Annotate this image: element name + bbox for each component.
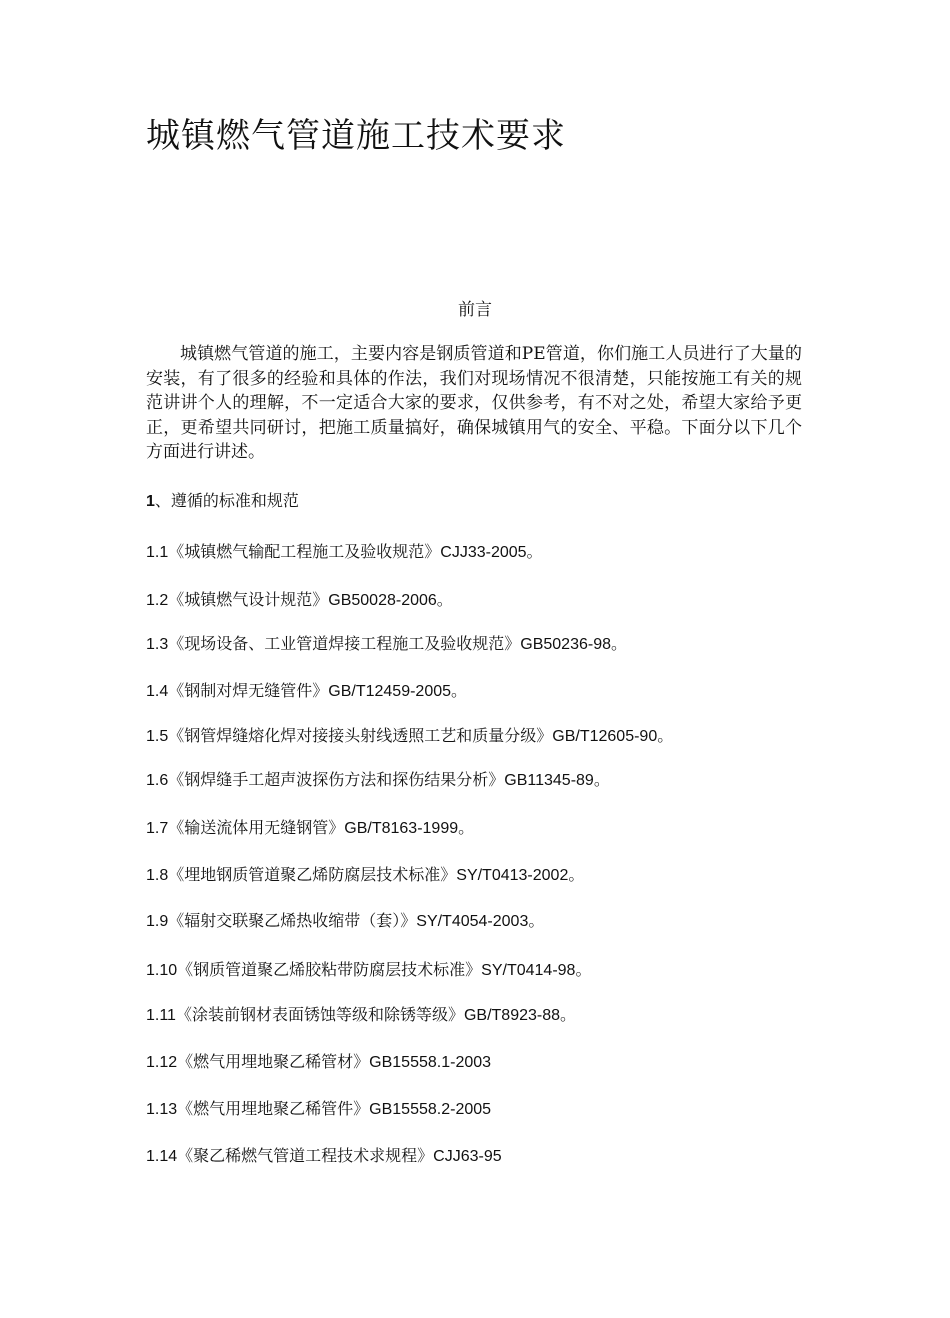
standard-end-mark: 。 [593, 770, 610, 789]
standard-end-mark: 。 [528, 911, 545, 930]
standard-item [146, 1097, 491, 1122]
standard-code: GB11345-89 [504, 772, 594, 789]
standard-end-mark: 。 [657, 726, 674, 745]
standard-number: 1.7 [146, 820, 169, 837]
standard-name: 《输送流体用无缝钢管》 [168, 818, 345, 837]
standard-item [146, 816, 474, 841]
standard-name: 《钢质管道聚乙烯胶粘带防腐层技术标准》 [177, 960, 482, 979]
standard-code: CJJ63-95 [433, 1148, 502, 1165]
standard-number: 1.9 [146, 913, 169, 930]
standard-number: 1.6 [146, 772, 169, 789]
standard-name: 《辐射交联聚乙烯热收缩带（套）》 [168, 911, 417, 930]
standard-name: 《城镇燃气设计规范》 [168, 590, 329, 609]
standard-item [146, 1003, 576, 1028]
section-1-title: 、遵循的标准和规范 [154, 491, 299, 510]
standard-code: GB/T8923-88 [463, 1007, 561, 1024]
standard-number: 1.2 [146, 592, 169, 609]
standard-item [146, 540, 543, 565]
standard-item [146, 679, 467, 704]
standard-code: GB15558.1-2003 [369, 1054, 492, 1071]
standard-item [146, 588, 453, 613]
standard-number: 1.14 [146, 1148, 178, 1165]
standard-number: 1.5 [146, 728, 169, 745]
standard-code: GB50028-2006 [328, 592, 437, 609]
preface-paragraph: 城镇燃气管道的施工，主要内容是钢质管道和PE管道，你们施工人员进行了大量的安装，有了很多的经验和具体的作法，我们对现场情况不很清楚，只能按施工有关的规范讲讲个人的理解，不一定适合大家的要求，仅供参考，有不对之处，希望大家给予更正，更希望共同研讨，把施工质量搞好，确保城镇用气的安全、平稳。下面分以下几个方面进行讲述。 [146, 344, 802, 462]
standard-name: 《钢焊缝手工超声波探伤方法和探伤结果分析》 [168, 770, 505, 789]
standard-code: GB50236-98 [520, 636, 611, 653]
standard-name: 《涂装前钢材表面锈蚀等级和除锈等级》 [175, 1005, 464, 1024]
standard-end-mark: 。 [451, 681, 468, 700]
standard-code: SY/T0414-98 [481, 962, 576, 979]
standard-name: 《钢制对焊无缝管件》 [168, 681, 329, 700]
standard-item [146, 1144, 502, 1169]
standard-name: 《聚乙稀燃气管道工程技术求规程》 [177, 1146, 434, 1165]
standard-item [146, 1050, 491, 1075]
standard-item [146, 909, 544, 934]
standard-item [146, 768, 610, 793]
section-1-number: 1 [146, 493, 155, 510]
standard-item [146, 724, 673, 749]
standard-end-mark: 。 [436, 590, 453, 609]
standard-code: SY/T4054-2003 [416, 913, 529, 930]
standard-name: 《埋地钢质管道聚乙烯防腐层技术标准》 [168, 865, 457, 884]
standard-code: GB/T8163-1999 [344, 820, 459, 837]
standard-number: 1.8 [146, 867, 169, 884]
standard-code: SY/T0413-2002 [456, 867, 569, 884]
standard-code: GB/T12459-2005 [328, 683, 452, 700]
standard-end-mark: 。 [568, 865, 585, 884]
preface-heading: 前言 [458, 300, 492, 320]
standard-code: CJJ33-2005 [440, 544, 527, 561]
standard-end-mark: 。 [458, 818, 475, 837]
standard-number: 1.1 [146, 544, 169, 561]
standard-item [146, 632, 627, 657]
document-title: 城镇燃气管道施工技术要求 [146, 116, 566, 156]
standard-name: 《城镇燃气输配工程施工及验收规范》 [168, 542, 441, 561]
standard-number: 1.3 [146, 636, 169, 653]
standard-end-mark: 。 [575, 960, 592, 979]
standard-number: 1.13 [146, 1101, 178, 1118]
standard-name: 《现场设备、工业管道焊接工程施工及验收规范》 [168, 634, 521, 653]
standard-code: GB15558.2-2005 [369, 1101, 492, 1118]
standard-item [146, 863, 584, 888]
standard-end-mark: 。 [526, 542, 543, 561]
standard-number: 1.11 [146, 1007, 176, 1024]
standard-name: 《钢管焊缝熔化焊对接接头射线透照工艺和质量分级》 [168, 726, 553, 745]
standard-item [146, 958, 591, 983]
standard-name: 《燃气用埋地聚乙稀管材》 [177, 1052, 370, 1071]
standard-name: 《燃气用埋地聚乙稀管件》 [177, 1099, 370, 1118]
standard-end-mark: 。 [611, 634, 628, 653]
standard-code: GB/T12605-90 [552, 728, 658, 745]
standard-end-mark: 。 [560, 1005, 577, 1024]
section-1-heading [146, 489, 299, 514]
standard-number: 1.12 [146, 1054, 178, 1071]
standard-number: 1.10 [146, 962, 178, 979]
standard-number: 1.4 [146, 683, 169, 700]
